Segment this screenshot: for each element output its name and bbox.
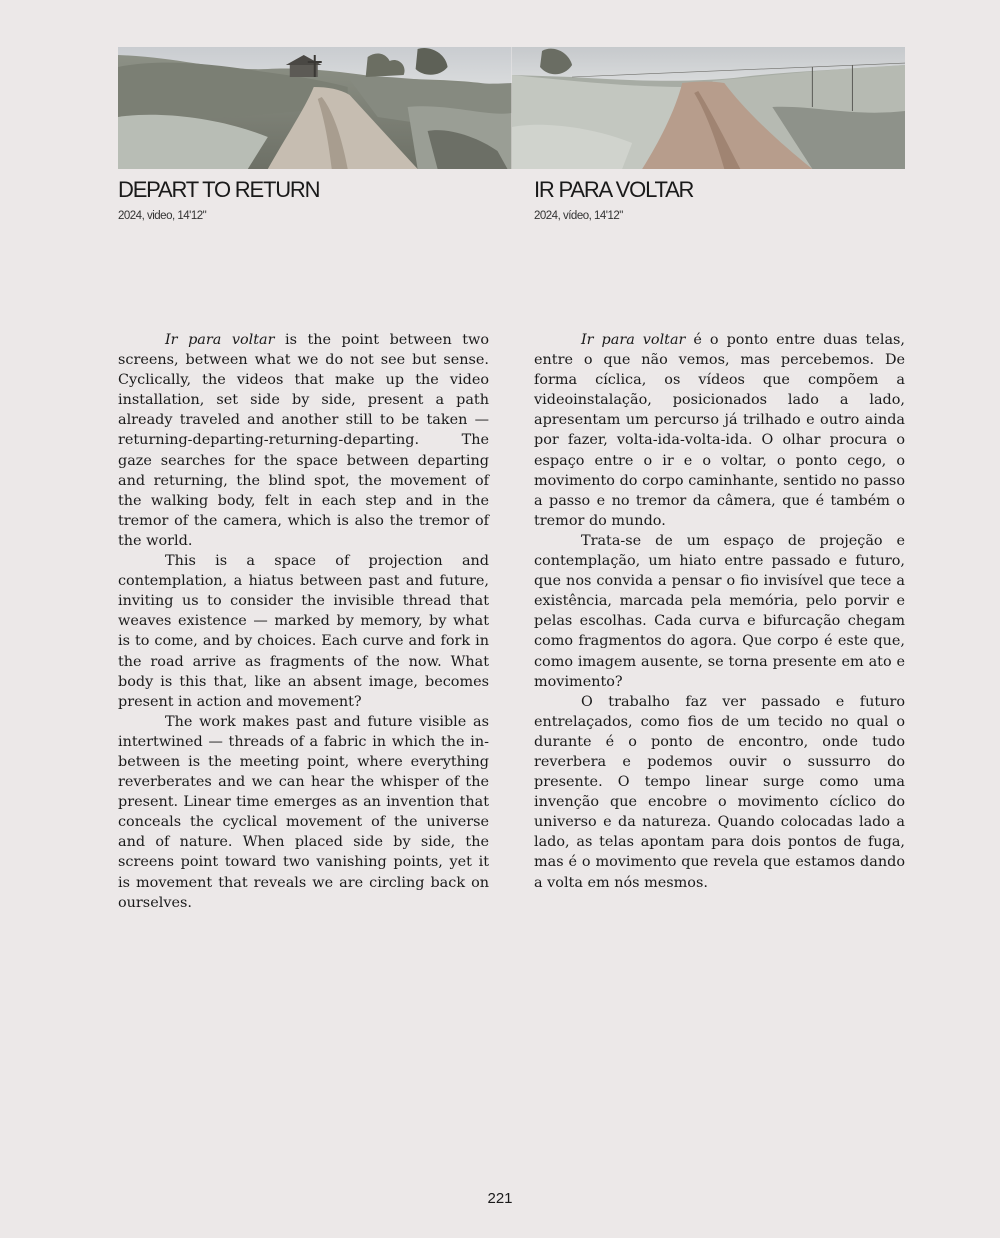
video-still-left — [118, 47, 512, 169]
english-body — [118, 330, 489, 913]
english-meta: 2024, video, 14'12" — [118, 210, 207, 222]
photo-icon — [512, 47, 906, 169]
english-paragraph-1-text: is the point between two screens, between what we do not see but sense. Cyclically, the videos that make up the video installation, set side by side, present a path already traveled and another still to be taken — returning-departing-returning-departing. The gaze searches for the space between departing and returning, the blind spot, the movement of the walking body, felt in each step and in the tremor of the camera, which is also the tremor of the world. — [118, 332, 489, 549]
english-paragraph-1 — [118, 330, 489, 551]
portuguese-paragraph-1-text: é o ponto entre duas telas, entre o que não vemos, mas percebemos. De forma cíclica, os vídeos que compõem a videoinstalação, posicionados lado a lado, apresentam um percurso já trilhado e outro ainda por fazer, volta-ida-volta-ida. O olhar procura o espaço entre o ir e o voltar, o ponto cego, o movimento do corpo caminhante, sentido no passo a passo e no tremor da câmera, que é também o tremor do mundo. — [534, 332, 905, 529]
english-paragraph-2: This is a space of projection and contemplation, a hiatus between past and future, inviting us to consider the invisible thread that weaves existence — marked by memory, by what is to come, and by choices. Each curve and fork in the road arrive as fragments of the now. What body is this that, like an absent image, becomes present in action and movement? — [118, 553, 489, 710]
work-title-italic: Ir para voltar — [165, 332, 275, 348]
portuguese-meta: 2024, vídeo, 14'12" — [534, 210, 623, 222]
video-still-right — [512, 47, 906, 169]
page-number: 221 — [487, 1190, 513, 1207]
portuguese-body — [534, 330, 905, 893]
work-title-italic: Ir para voltar — [581, 332, 686, 348]
photo-icon — [118, 47, 512, 169]
video-stills — [118, 47, 905, 169]
portuguese-paragraph-1 — [534, 330, 905, 531]
portuguese-paragraph-3: O trabalho faz ver passado e futuro entrelaçados, como fios de um tecido no qual o durante é o ponto de encontro, onde tudo reverbera e podemos ouvir o sussurro do presente. O tempo linear surge como uma invenção que encobre o movimento cíclico do universo e da natureza. Quando colocadas lado a lado, as telas apontam para dois pontos de fuga, mas é o movimento que revela que estamos dando a volta em nós mesmos. — [534, 693, 905, 891]
english-paragraph-3: The work makes past and future visible as intertwined — threads of a fabric in which the in-between is the meeting point, where everything reverberates and we can hear the whisper of the present. Linear time emerges as an invention that conceals the cyclical movement of the universe and of nature. When placed side by side, the screens point toward two vanishing points, yet it is movement that reveals we are circling back on ourselves. — [118, 713, 489, 911]
portuguese-paragraph-2: Trata-se de um espaço de projeção e contemplação, um hiato entre passado e futuro, que nos convida a pensar o fio invisível que tece a existência, marcada pela memória, pelo porvir e pelas escolhas. Cada curva e bifurcação chegam como fragmentos do agora. Que corpo é este que, como imagem ausente, se torna presente em ato e movimento? — [534, 532, 905, 690]
portuguese-title: IR PARA VOLTAR — [534, 177, 694, 202]
english-title: DEPART TO RETURN — [118, 177, 320, 202]
